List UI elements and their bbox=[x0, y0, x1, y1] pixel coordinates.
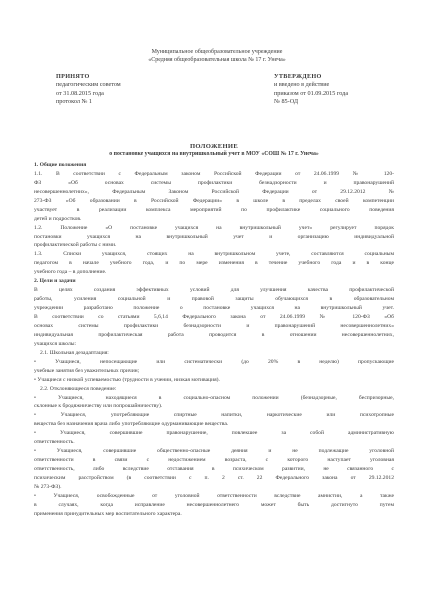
body-line: в случаях, когда исправление несовершеннолетнего может быть достигнуто путем bbox=[34, 501, 394, 508]
body-line: ФЗ «Об основах системы профилактики безнадзорности и правонарушений bbox=[34, 179, 394, 186]
body-line: • Учащиеся, находящиеся в социально-опасном положении (безнадзорные, беспризорные, bbox=[34, 394, 394, 401]
approval-right-block bbox=[274, 73, 348, 106]
body-line: 1.2. Положение «О постановке учащихся на внутришкольный учет» регулирует порядок bbox=[34, 224, 394, 231]
body-line: В соответствии со статьями 5,6,14 Федерального закона от 24.06.1999 № 120-ФЗ «Об bbox=[34, 314, 394, 321]
body-line: основах системы профилактики безнадзорности и правонарушений несовершеннолетних» bbox=[34, 322, 394, 329]
body-line: В целях создания эффективных условий для улучшения качества профилактической bbox=[34, 287, 394, 294]
body-line: ответственности в связи с недостижением возраста, с которого наступает уголовная bbox=[34, 457, 394, 464]
body-line: 273-ФЗ «Об образовании в Российской Федерации» в школе в пределах своей компетенции bbox=[34, 197, 394, 204]
approval-left-block bbox=[56, 73, 121, 106]
right-block-line-3: № 85-ОД bbox=[274, 97, 299, 105]
document-title: ПОЛОЖЕНИЕ bbox=[189, 143, 239, 150]
body-line: учебные занятия без уважительных причин; bbox=[34, 367, 140, 374]
body-line: постановки учащихся на внутришкольный учет и организацию индивидуальной bbox=[34, 233, 394, 240]
body-line: учащихся школы: bbox=[34, 340, 77, 347]
body-line: несовершеннолетних», Федеральным Законом Российской Федерации от 29.12.2012 № bbox=[34, 188, 394, 195]
body-line: 1.1. В соответствии с Федеральным законом Российской Федерации от 24.06.1999 № 120- bbox=[34, 170, 394, 177]
body-line: работы, усиления социальной и правовой защиты обучающихся в образовательном bbox=[34, 296, 394, 303]
left-block-line-3: протокол № 1 bbox=[56, 97, 93, 105]
section-heading: 2. Цели и задачи bbox=[34, 278, 76, 285]
body-line: учебного года – в дополнение. bbox=[34, 269, 107, 276]
body-line: 2.2. Отклоняющееся поведение: bbox=[40, 385, 117, 392]
body-line: склонные к бродяжничеству или попрошайничеству). bbox=[34, 403, 163, 410]
document-body bbox=[34, 161, 394, 519]
document-subtitle: о постановке учащихся на внутришкольный учет в МОУ «СОШ № 17 г. Унеча» bbox=[109, 151, 319, 157]
body-line: учреждении разработано положение о постановке учащихся на внутришкольный учет. bbox=[34, 305, 394, 312]
header-line-2: «Средняя общеобразовательная школа № 17 г. Унеча» bbox=[148, 57, 286, 63]
body-line: участвует в реализации комплекса мероприятий по профилактике социального поведения bbox=[34, 206, 394, 213]
left-block-label: ПРИНЯТО bbox=[56, 73, 90, 80]
left-block-line-2: от 31.08.2015 года bbox=[56, 89, 104, 97]
body-line: • Учащиеся, непосещающие или систематически (до 20% в неделю) пропускающие bbox=[34, 358, 394, 365]
body-line: детей и подростков. bbox=[34, 215, 82, 222]
header-line-1: Муниципальное общеобразовательное учреждение bbox=[151, 49, 283, 55]
body-line: ответственность, либо вследствие отставания в психическом развитии, не связанного с bbox=[34, 466, 394, 473]
body-line: педагогом в начале учебного года, и по мере изменения в течение учебного года и в конце bbox=[34, 260, 394, 267]
body-line: • Учащиеся, употребляющие спиртные напитки, наркотические или психотропные bbox=[34, 412, 394, 419]
right-block-line-1: и введено в действие bbox=[274, 81, 330, 89]
body-line: 2.1. Школьная дезадаптация: bbox=[40, 349, 109, 356]
body-line: психическим расстройством (в соответствии с п. 2 ст. 22 Федерального закона от 29.12.2012 bbox=[34, 475, 394, 482]
body-line: профилактической работы с ними. bbox=[34, 242, 117, 249]
right-block-line-2: приказом от 01.09.2015 года bbox=[274, 89, 349, 97]
section-heading: 1. Общие положения bbox=[34, 162, 87, 168]
right-block-label: УТВЕРЖДЕНО bbox=[274, 73, 322, 80]
body-line: • Учащиеся, освобожденные от уголовной ответственности вследствие амнистии, а также bbox=[34, 492, 394, 499]
body-line: ответственность. bbox=[34, 439, 75, 446]
body-line: 1.3. Списки учащихся, стоящих на внутришкольном учете, составляются социальным bbox=[34, 251, 394, 258]
body-line: • Учащиеся, совершившие правонарушение, повлекшее за собой административную bbox=[34, 430, 394, 437]
body-line: № 273-ФЗ). bbox=[34, 483, 62, 490]
body-line: индивидуальная профилактическая работа проводится в отношении несовершеннолетних, bbox=[34, 331, 394, 338]
left-block-line-1: педагогическим советом bbox=[56, 81, 121, 89]
body-line: • Учащиеся с низкой успеваемостью (трудности в учении, низкая мотивация). bbox=[34, 376, 220, 383]
body-line: • Учащиеся, совершившие общественно-опасные деяния и не подлежащие уголовной bbox=[34, 448, 394, 455]
body-line: применения принудительных мер воспитательного характера. bbox=[34, 510, 182, 517]
body-line: вещества без назначения врача либо употребляющие одурманивающие вещества. bbox=[34, 421, 229, 428]
